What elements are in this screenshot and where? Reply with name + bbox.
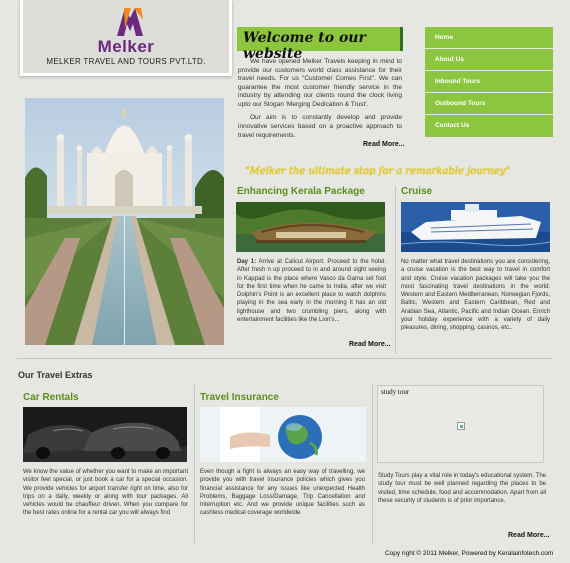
- broken-image-icon: [457, 422, 465, 430]
- nav-item-contact-us[interactable]: Contact Us: [435, 122, 470, 129]
- cruise-ship-image: [401, 202, 550, 252]
- kerala-houseboat-image: [236, 202, 385, 252]
- taj-mahal-image: [25, 98, 224, 345]
- welcome-paragraph: Our aim is to constantly develop and provide innovative services based on a proactive approach to travel requirements.: [238, 114, 402, 139]
- study-tour-image: [377, 385, 544, 463]
- logo-tagline: MELKER TRAVEL AND TOURS PVT.LTD.: [46, 57, 206, 66]
- main-nav: [425, 27, 553, 137]
- study-tour-text: Study Tours play a vital role in today's educational system. The study tour must be well planned regarding the places to be visited, time schedule, food and accommodation. Apart from all these security of students is of prior importance.: [378, 473, 546, 504]
- study-tour-title: study tour: [381, 388, 410, 396]
- car-rentals-image: [23, 407, 187, 462]
- kerala-title[interactable]: Enhancing Kerala Package: [237, 186, 365, 197]
- welcome-read-more-link[interactable]: Read More...: [363, 141, 405, 148]
- column-divider: [194, 385, 195, 543]
- kerala-body: Arrive at Calicut Airport. Proceed to the hotel. After fresh n up proceed to in and around sight seeing in Kappad is the place where Vasco da Gama set foot for the first time when he came to India, after we visit Dolphin's Point is an excellent place to watch dolphins playing in the sea early in the morning It has an old lighthouse and two crumbling piers, along with entertainment facilities like the Lion's...: [237, 259, 386, 323]
- nav-item-home[interactable]: Home: [425, 27, 553, 49]
- travel-insurance-text: Even though a fight is always an easy way of travelling, we provide you with travel insurance policies which gives you financial assistance for any issues like unexpected Health Problems, Baggage Loss/Damage, Trip Cancellation and Interruption etc. And we provide unique facilities such as cashless medical coverage worldwide: [200, 469, 365, 517]
- welcome-text: [238, 58, 402, 145]
- nav-item-about-us[interactable]: About Us: [425, 49, 553, 71]
- car-rentals-title[interactable]: Car Rentals: [23, 392, 79, 403]
- travel-insurance-title[interactable]: Travel Insurance: [200, 392, 279, 403]
- footer-copyright: Copy right © 2011 Melker, Powered by Keralainfotech.com: [385, 550, 554, 557]
- car-rentals-text: We know the value of whether you want to make an important visitor feel special, or just book a car for a special occasion. We provide vehicles for airport transfer right on time, also for trips on a daily, weekly or along with tour packages. All vehicles would be chauffeur driven. When you compare for the best rates online for a rental car you will always find: [23, 469, 188, 517]
- welcome-paragraph: We have opened Melker Travels keeping in mind to provide our customers world class assistance for their travel needs. For us "Customer Comes First". We can guarantee the most customer friendly service in the industry by attending our clients round the clock living upto our Slogan 'Merging Dedication & Trust'.: [238, 58, 402, 108]
- kerala-text: [237, 258, 386, 324]
- nav-item-outbound-tours[interactable]: Outbound Tours: [425, 93, 553, 115]
- study-tour-read-more-link[interactable]: Read More...: [508, 532, 550, 539]
- extras-heading: Our Travel Extras: [18, 370, 93, 380]
- cruise-text: No matter what travel destinations you are considering, a cruise vacation is the best way to travel in comfort and style. Cruise vacation packages will take you the most fascinating travel destinations in the world: Western and Eastern Mediterranean, Norwegian Fjords, Baltic, Western and Eastern Caribbean, Red and Arabian Sea, Atlantic, Pacific and Indian Ocean. Enrich your holiday experience with a variety of daily pleasures, dining, shopping, casinos, etc..: [401, 259, 550, 332]
- welcome-heading: Welcome to our website: [237, 27, 403, 51]
- column-divider: [372, 385, 373, 543]
- column-divider: [395, 186, 396, 354]
- slogan: "Melker the ultimate stop for a remarkable journey": [245, 166, 511, 177]
- logo-name: Melker: [97, 37, 155, 56]
- logo[interactable]: [20, 0, 232, 76]
- kerala-read-more-link[interactable]: Read More...: [349, 341, 391, 348]
- cruise-title[interactable]: Cruise: [401, 186, 433, 197]
- nav-item-inbound-tours[interactable]: Inbound Tours: [425, 71, 553, 93]
- section-divider: [17, 358, 553, 359]
- kerala-day-label: Day 1:: [237, 259, 257, 265]
- travel-insurance-image: [200, 407, 366, 462]
- melker-m-logo-icon: [111, 4, 149, 38]
